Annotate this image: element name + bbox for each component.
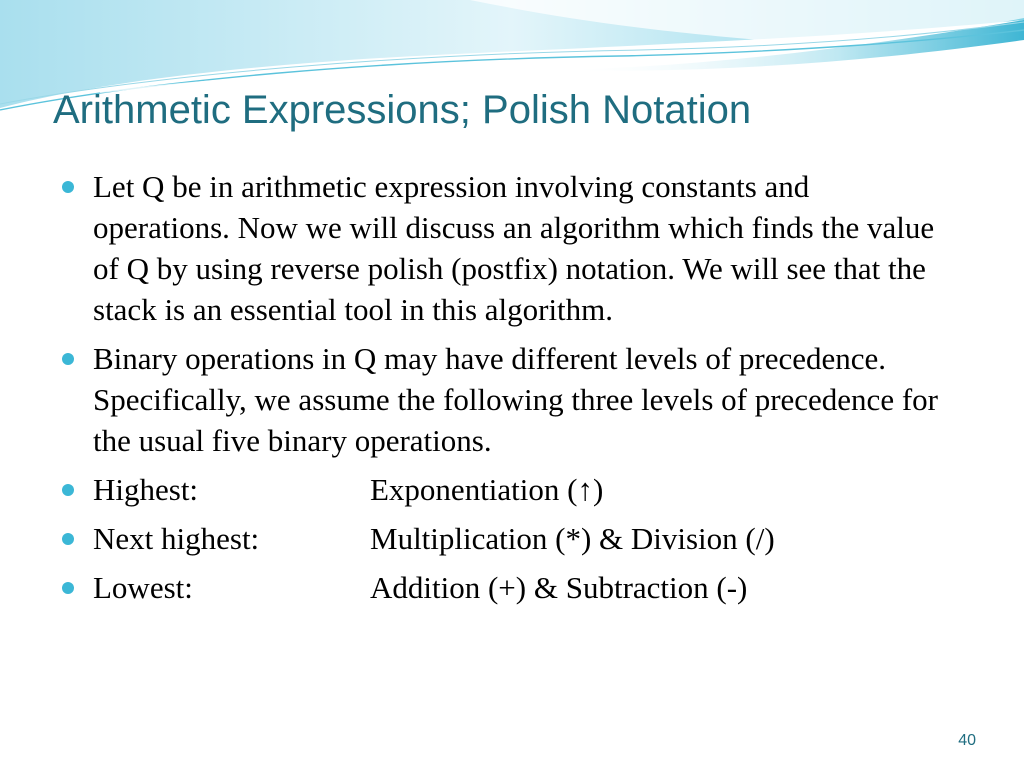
precedence-level-item [62, 518, 952, 559]
page-number: 40 [958, 732, 976, 749]
bullet-icon [62, 181, 74, 193]
bullet-icon [62, 353, 74, 365]
precedence-level-term: Highest: [93, 472, 199, 507]
bullet-icon [62, 484, 74, 496]
precedence-level-desc: Multiplication (*) & Division (/) [370, 521, 775, 556]
bullet-text: Binary operations in Q may have different levels of precedence. Specifically, we assume the following three levels of precedence for the usual five binary operations. [93, 341, 938, 458]
bullet-item [62, 166, 952, 330]
precedence-level-term: Next highest: [93, 521, 260, 556]
precedence-level-desc: Addition (+) & Subtraction (-) [370, 570, 748, 605]
bullet-text: Let Q be in arithmetic expression involving constants and operations. Now we will discuss an algorithm which finds the value of Q by using reverse polish (postfix) notation. We will see that the stack is an essential tool in this algorithm. [93, 169, 935, 327]
precedence-level-term: Lowest: [93, 570, 193, 605]
bullet-list [62, 166, 952, 616]
precedence-level-item [62, 567, 952, 608]
precedence-level-desc: Exponentiation (↑) [370, 472, 604, 507]
bullet-icon [62, 533, 74, 545]
precedence-level-item [62, 469, 952, 510]
slide-title: Arithmetic Expressions; Polish Notation [53, 88, 752, 132]
bullet-icon [62, 582, 74, 594]
bullet-item [62, 338, 952, 461]
